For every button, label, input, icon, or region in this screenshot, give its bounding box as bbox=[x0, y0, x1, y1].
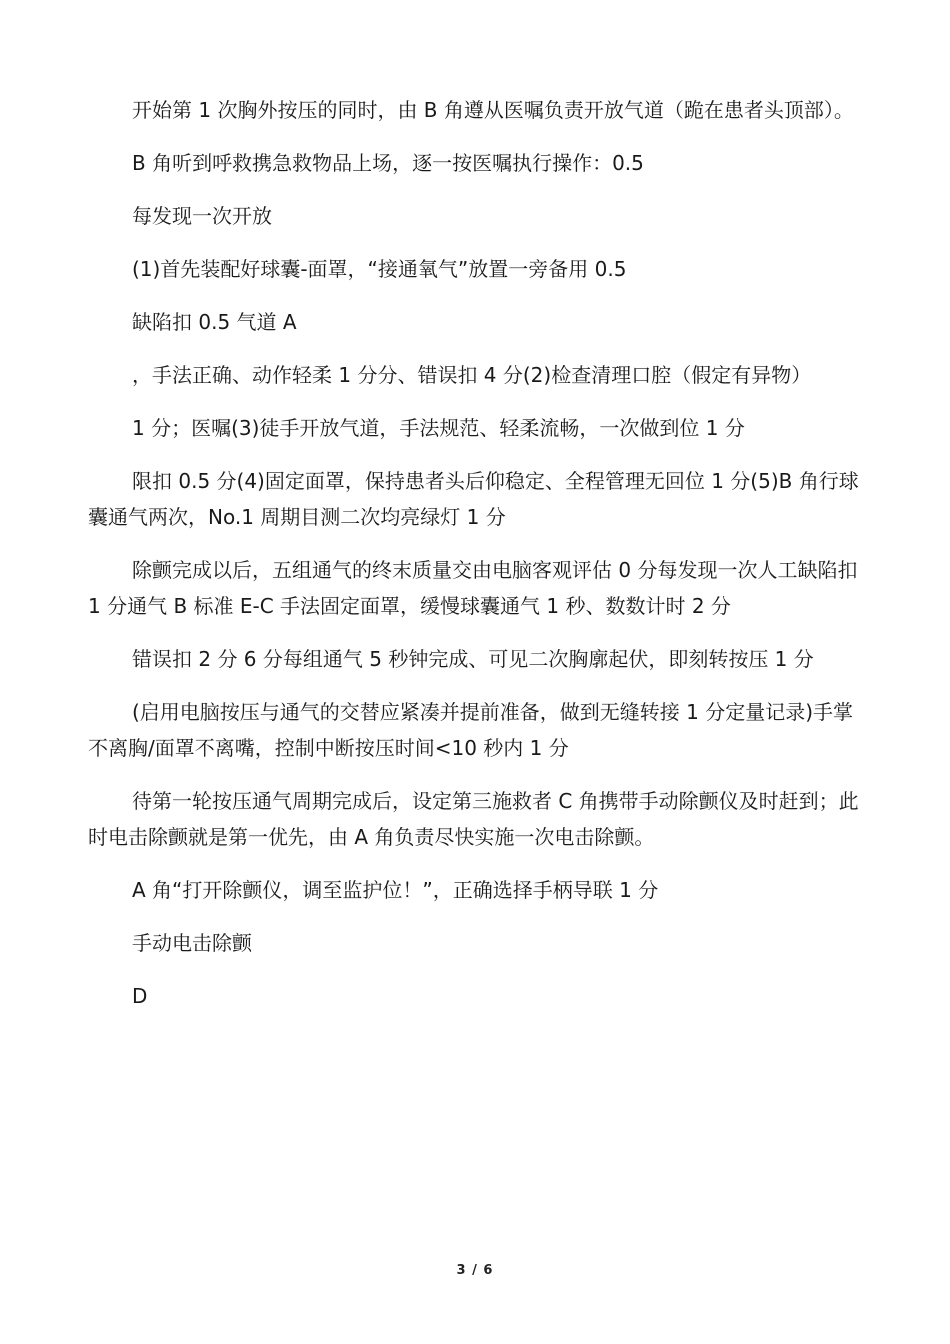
paragraph: ，手法正确、动作轻柔 1 分分、错误扣 4 分(2)检查清理口腔（假定有异物） bbox=[132, 363, 812, 387]
paragraph: 1 分；医嘱(3)徒手开放气道，手法规范、轻柔流畅，一次做到位 1 分 bbox=[132, 416, 745, 440]
paragraph: 限扣 0.5 分(4)固定面罩，保持患者头后仰稳定、全程管理无回位 1 分(5)B 角行球囊通气两次，No.1 周期目测二次均亮绿灯 1 分 bbox=[88, 469, 859, 529]
paragraph: 每发现一次开放 bbox=[132, 204, 272, 228]
paragraph: 待第一轮按压通气周期完成后，设定第三施救者 C 角携带手动除颤仪及时赶到；此时电击除颤就是第一优先，由 A 角负责尽快实施一次电击除颤。 bbox=[88, 789, 859, 849]
paragraph: A 角“打开除颤仪，调至监护位！”，正确选择手柄导联 1 分 bbox=[132, 878, 659, 902]
paragraph: 除颤完成以后，五组通气的终末质量交由电脑客观评估 0 分每发现一次人工缺陷扣 1 分通气 B 标准 E-C 手法固定面罩，缓慢球囊通气 1 秒、数数计时 2 分 bbox=[88, 558, 858, 618]
paragraph: 手动电击除颤 bbox=[132, 931, 252, 955]
page-number: 3 / 6 bbox=[456, 1263, 494, 1278]
paragraph: 错误扣 2 分 6 分每组通气 5 秒钟完成、可见二次胸廓起伏，即刻转按压 1 分 bbox=[132, 647, 814, 671]
paragraph: 开始第 1 次胸外按压的同时，由 B 角遵从医嘱负责开放气道（跪在患者头顶部）。 bbox=[132, 98, 854, 122]
paragraph: D bbox=[132, 984, 148, 1008]
paragraph: (1)首先装配好球囊-面罩，“接通氧气”放置一旁备用 0.5 bbox=[132, 257, 627, 281]
paragraph: (启用电脑按压与通气的交替应紧凑并提前准备，做到无缝转接 1 分定量记录)手掌不离胸/面罩不离嘴，控制中断按压时间<10 秒内 1 分 bbox=[88, 700, 854, 760]
paragraph: B 角听到呼救携急救物品上场，逐一按医嘱执行操作：0.5 bbox=[132, 151, 644, 175]
paragraph: 缺陷扣 0.5 气道 A bbox=[132, 310, 297, 334]
document-body bbox=[88, 92, 868, 1031]
